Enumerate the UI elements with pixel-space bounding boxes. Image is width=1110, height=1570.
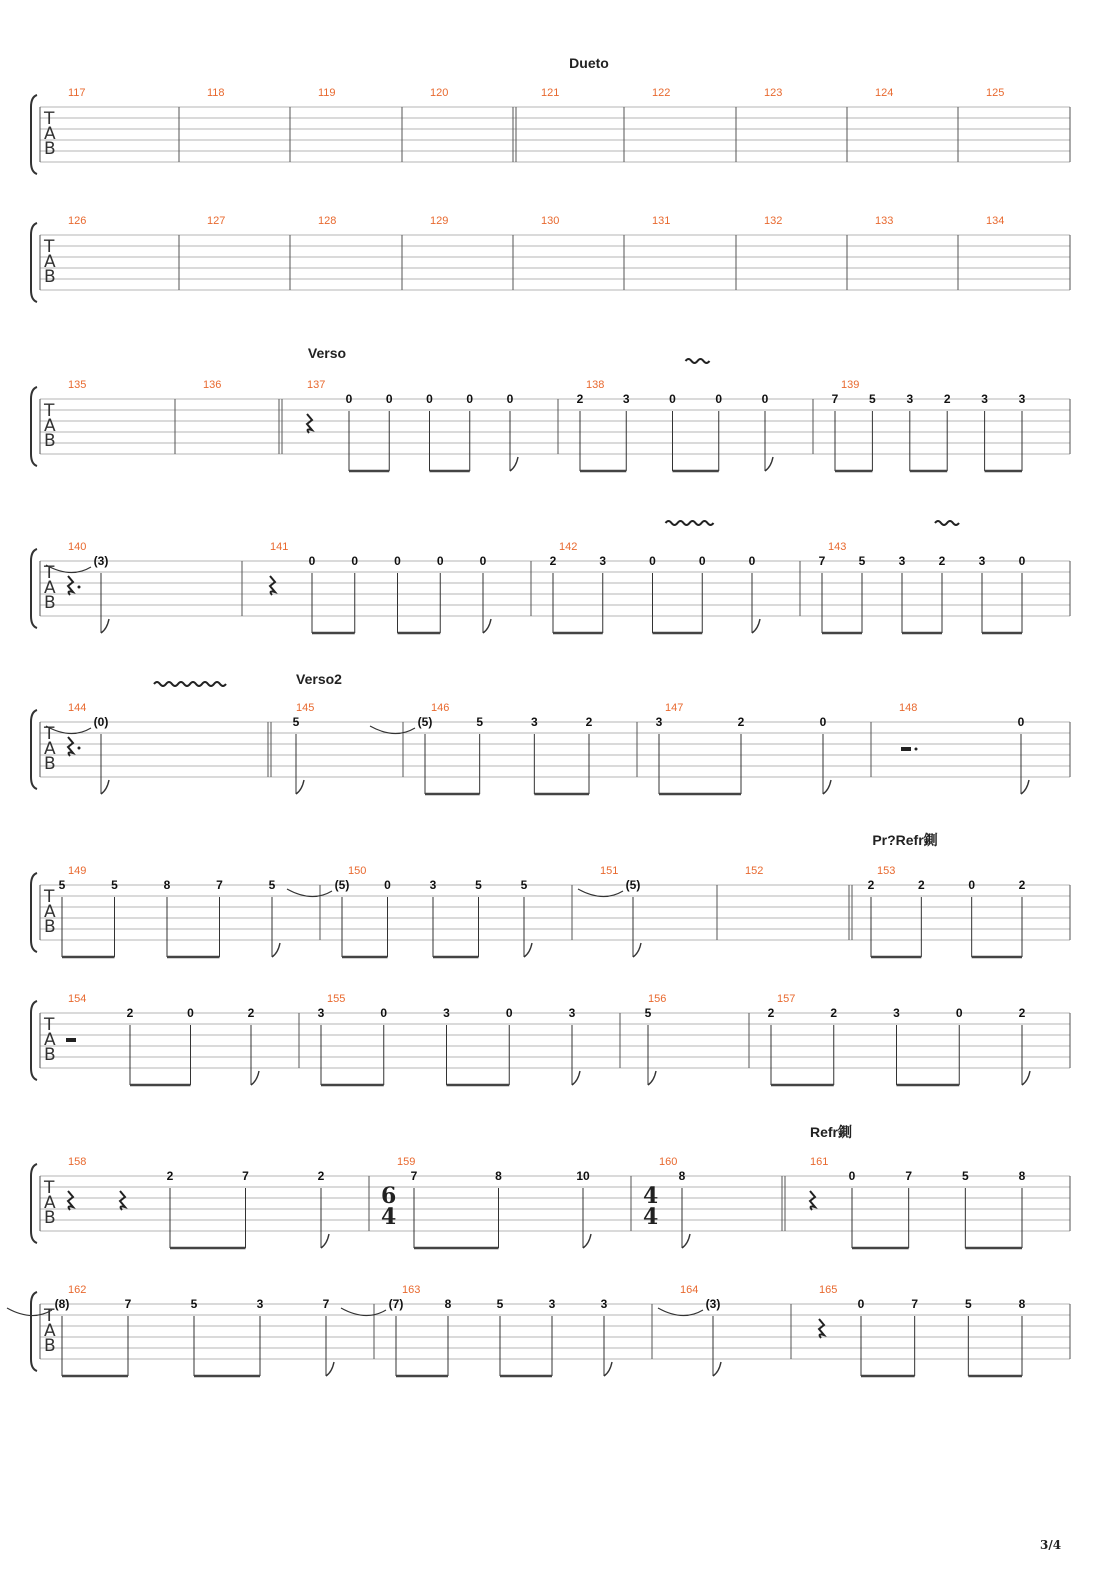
fret-number: 3: [443, 1006, 450, 1020]
bar-number: 152: [745, 865, 764, 877]
fret-number: 0: [955, 1006, 963, 1020]
measure-120: [430, 87, 448, 99]
bar-number: 159: [397, 1156, 416, 1168]
tab-system-s1: [31, 55, 1070, 174]
bar-number: 126: [68, 215, 87, 227]
bar-number: 162: [68, 1284, 87, 1296]
fret-number: 2: [737, 715, 745, 729]
measure-129: [430, 215, 448, 227]
fret-number: 5: [961, 1169, 969, 1183]
fret-number: 5: [520, 878, 528, 892]
tab-clef-letter-b: B: [44, 1336, 56, 1356]
fret-number: (3): [705, 1297, 721, 1311]
note-flag: [765, 457, 773, 471]
tab-clef-letter-a: A: [44, 124, 56, 144]
fret-number: (7): [388, 1297, 404, 1311]
tab-clef-letter-t: T: [44, 237, 55, 257]
fret-number: 8: [678, 1169, 686, 1183]
rest-dot: [78, 747, 81, 750]
rest-dot: [915, 748, 918, 751]
bar-number: 123: [764, 87, 783, 99]
tab-clef-letter-a: A: [44, 1321, 56, 1341]
bar-number: 124: [875, 87, 894, 99]
tab-clef-letter-a: A: [44, 1193, 56, 1213]
fret-number: 0: [380, 1006, 388, 1020]
fret-number: 3: [429, 878, 437, 892]
vibrato-mark: [666, 521, 714, 525]
measure-163: [341, 1284, 612, 1376]
system-brace: [31, 1164, 37, 1243]
fret-number: 7: [124, 1297, 132, 1311]
fret-number: 7: [242, 1169, 249, 1183]
bar-number: 133: [875, 215, 894, 227]
note-flag: [583, 1234, 591, 1248]
fret-number: (5): [334, 878, 350, 892]
quarter-rest-icon: [68, 576, 73, 595]
tab-clef-letter-a: A: [44, 578, 56, 598]
bar-number: 161: [810, 1156, 829, 1168]
fret-number: 0: [1017, 715, 1025, 729]
fret-number: 7: [905, 1169, 913, 1183]
measure-160: [643, 1156, 690, 1248]
fret-number: 0: [436, 554, 444, 568]
note-flag: [483, 619, 491, 633]
tab-clef-letter-t: T: [44, 887, 55, 907]
note-flag: [321, 1234, 329, 1248]
measure-164: [658, 1284, 721, 1376]
fret-number: 3: [599, 554, 607, 568]
bar-number: 153: [877, 865, 896, 877]
fret-number: 3: [568, 1006, 576, 1020]
bar-number: 122: [652, 87, 671, 99]
bar-number: 156: [648, 993, 667, 1005]
bar-number: 138: [586, 379, 605, 391]
system-brace: [31, 1292, 37, 1371]
fret-number: 0: [761, 392, 769, 406]
bar-number: 129: [430, 215, 449, 227]
measure-152: [745, 865, 763, 877]
tie-arc: [287, 889, 332, 897]
note-flag: [326, 1362, 334, 1376]
measure-132: [764, 215, 782, 227]
quarter-rest-icon: [819, 1319, 824, 1338]
system-brace: [31, 1001, 37, 1080]
bar-number: 150: [348, 865, 367, 877]
bar-number: 151: [600, 865, 619, 877]
fret-number: 2: [943, 392, 951, 406]
note-flag: [296, 780, 304, 794]
fret-number: 5: [58, 878, 66, 892]
fret-number: 2: [317, 1169, 325, 1183]
measure-157: [768, 993, 1030, 1085]
fret-number: 7: [322, 1297, 330, 1311]
bar-number: 136: [203, 379, 222, 391]
fret-number: 3: [898, 554, 906, 568]
measure-130: [541, 215, 559, 227]
quarter-rest-icon: [120, 1191, 125, 1210]
bar-number: 120: [430, 87, 449, 99]
measure-150: [287, 865, 532, 957]
fret-number: 5: [869, 392, 876, 406]
system-brace: [31, 710, 37, 789]
fret-number: 0: [1018, 554, 1026, 568]
note-flag: [604, 1362, 612, 1376]
fret-number: 0: [351, 554, 359, 568]
measure-159: [381, 1156, 591, 1248]
fret-number: 0: [506, 392, 514, 406]
tab-clef-letter-a: A: [44, 739, 56, 759]
fret-number: 0: [385, 392, 393, 406]
fret-number: 0: [466, 392, 474, 406]
fret-number: 8: [1018, 1297, 1026, 1311]
fret-number: 8: [495, 1169, 502, 1183]
fret-number: 5: [475, 878, 482, 892]
fret-number: 0: [187, 1006, 194, 1020]
bar-number: 149: [68, 865, 87, 877]
measure-155: [318, 993, 580, 1085]
fret-number: 5: [858, 554, 866, 568]
measure-127: [207, 215, 225, 227]
note-flag: [101, 780, 109, 794]
tab-clef-letter-b: B: [44, 431, 56, 451]
bar-number: 140: [68, 541, 87, 553]
note-flag: [572, 1071, 580, 1085]
tab-system-s4: [31, 521, 1070, 633]
measure-119: [318, 87, 336, 99]
bar-number: 117: [68, 87, 86, 99]
note-flag: [510, 457, 518, 471]
bar-number: 121: [541, 87, 560, 99]
tab-clef-letter-a: A: [44, 1030, 56, 1050]
fret-number: 3: [548, 1297, 556, 1311]
fret-number: 0: [345, 392, 353, 406]
fret-number: 10: [576, 1169, 590, 1183]
tab-system-s5: [31, 671, 1070, 794]
section-label: Verso: [307, 345, 347, 361]
fret-number: (8): [54, 1297, 70, 1311]
note-flag: [1022, 1071, 1030, 1085]
measure-141: [270, 541, 491, 633]
bar-number: 137: [307, 379, 326, 391]
tie-arc: [370, 726, 415, 734]
time-signature-bottom: 4: [381, 1204, 397, 1230]
fret-number: 2: [1018, 1006, 1026, 1020]
fret-number: 2: [166, 1169, 174, 1183]
tab-clef-letter-t: T: [44, 1306, 55, 1326]
fret-number: 3: [317, 1006, 325, 1020]
measure-153: [852, 865, 1026, 957]
fret-number: 2: [549, 554, 557, 568]
fret-number: 3: [256, 1297, 264, 1311]
fret-number: (0): [93, 715, 109, 729]
tab-clef-letter-b: B: [44, 267, 56, 287]
system-brace: [31, 549, 37, 628]
fret-number: 3: [981, 392, 988, 406]
fret-number: 5: [644, 1006, 652, 1020]
fret-number: 2: [576, 392, 584, 406]
tab-clef-letter-a: A: [44, 416, 56, 436]
bar-number: 141: [270, 541, 289, 553]
half-rest: [901, 747, 911, 751]
note-flag: [272, 943, 280, 957]
fret-number: 7: [216, 878, 223, 892]
bar-number: 132: [764, 215, 783, 227]
tab-clef-letter-b: B: [44, 593, 56, 613]
measure-147: [656, 702, 831, 794]
tie-arc: [341, 1308, 386, 1316]
section-label: Dueto: [569, 55, 609, 71]
tab-clef-letter-t: T: [44, 1178, 55, 1198]
tab-clef-letter-a: A: [44, 252, 56, 272]
bar-number: 164: [680, 1284, 699, 1296]
fret-number: 2: [126, 1006, 134, 1020]
tab-system-s7: [31, 993, 1070, 1085]
quarter-rest-icon: [270, 576, 275, 595]
fret-number: 5: [476, 715, 484, 729]
fret-number: 0: [384, 878, 391, 892]
measure-145: [271, 702, 314, 794]
measure-117: [68, 87, 86, 99]
fret-number: 0: [649, 554, 656, 568]
fret-number: 0: [394, 554, 401, 568]
fret-number: 3: [530, 715, 538, 729]
fret-number: 0: [669, 392, 676, 406]
fret-number: 5: [268, 878, 276, 892]
fret-number: 0: [848, 1169, 856, 1183]
fret-number: 5: [292, 715, 300, 729]
bar-number: 143: [828, 541, 847, 553]
tab-clef-letter-b: B: [44, 754, 56, 774]
measure-135: [68, 379, 86, 391]
fret-number: 0: [505, 1006, 513, 1020]
tab-clef-letter-t: T: [44, 109, 55, 129]
fret-number: 0: [308, 554, 316, 568]
measure-165: [819, 1284, 1026, 1376]
measure-137: [282, 379, 518, 471]
tab-system-s2: [31, 215, 1070, 302]
page-number: 3/4: [1040, 1538, 1062, 1552]
bar-number: 165: [819, 1284, 838, 1296]
fret-number: 7: [818, 554, 826, 568]
fret-number: 8: [163, 878, 171, 892]
quarter-rest-icon: [68, 1191, 73, 1210]
bar-number: 127: [207, 215, 226, 227]
bar-number: 155: [327, 993, 346, 1005]
fret-number: 8: [444, 1297, 452, 1311]
fret-number: 3: [622, 392, 630, 406]
note-flag: [1021, 780, 1029, 794]
fret-number: 2: [585, 715, 593, 729]
bar-number: 139: [841, 379, 860, 391]
measure-161: [785, 1156, 1026, 1248]
quarter-rest-icon: [68, 737, 73, 756]
bar-number: 163: [402, 1284, 421, 1296]
bar-number: 148: [899, 702, 918, 714]
bar-number: 144: [68, 702, 87, 714]
measure-125: [986, 87, 1004, 99]
fret-number: 0: [819, 715, 827, 729]
tab-clef-letter-b: B: [44, 139, 56, 159]
tab-system-s3: [31, 345, 1070, 471]
bar-number: 135: [68, 379, 87, 391]
measure-138: [577, 379, 773, 471]
measure-139: [832, 379, 1026, 471]
bar-number: 134: [986, 215, 1005, 227]
bar-number: 158: [68, 1156, 87, 1168]
tab-clef-letter-t: T: [44, 724, 55, 744]
fret-number: 3: [1018, 392, 1026, 406]
measure-124: [875, 87, 893, 99]
half-rest: [66, 1038, 76, 1042]
fret-number: 3: [978, 554, 986, 568]
tab-clef-letter-a: A: [44, 902, 56, 922]
quarter-rest-icon: [810, 1191, 815, 1210]
vibrato-mark: [686, 359, 710, 363]
fret-number: 7: [911, 1297, 919, 1311]
fret-number: 0: [748, 554, 756, 568]
fret-number: 5: [190, 1297, 198, 1311]
time-signature-top: 6: [381, 1183, 397, 1209]
fret-number: 0: [698, 554, 706, 568]
fret-number: (5): [417, 715, 433, 729]
fret-number: (3): [93, 554, 109, 568]
tab-clef-letter-t: T: [44, 1015, 55, 1035]
fret-number: 0: [968, 878, 976, 892]
bar-number: 125: [986, 87, 1005, 99]
measure-131: [652, 215, 670, 227]
fret-number: 3: [893, 1006, 900, 1020]
fret-number: 7: [410, 1169, 418, 1183]
fret-number: 0: [426, 392, 433, 406]
system-brace: [31, 873, 37, 952]
measure-118: [207, 87, 225, 99]
measure-128: [318, 215, 336, 227]
bar-number: 147: [665, 702, 684, 714]
system-brace: [31, 223, 37, 302]
tab-clef-letter-b: B: [44, 1208, 56, 1228]
fret-number: 2: [767, 1006, 775, 1020]
fret-number: 0: [479, 554, 487, 568]
fret-number: 2: [917, 878, 925, 892]
fret-number: 5: [964, 1297, 972, 1311]
measure-162: [7, 1284, 334, 1376]
bar-number: 157: [777, 993, 796, 1005]
measure-134: [986, 215, 1004, 227]
fret-number: 2: [938, 554, 946, 568]
measure-123: [764, 87, 782, 99]
bar-number: 145: [296, 702, 315, 714]
tab-system-s8: [31, 1124, 1070, 1248]
fret-number: (5): [625, 878, 641, 892]
vibrato-mark: [935, 521, 959, 525]
tab-clef-letter-t: T: [44, 563, 55, 583]
fret-number: 5: [111, 878, 118, 892]
tab-system-s9: [7, 1284, 1070, 1376]
bar-number: 130: [541, 215, 560, 227]
measure-151: [578, 865, 641, 957]
fret-number: 3: [906, 392, 914, 406]
system-brace: [31, 95, 37, 174]
section-label: Verso2: [296, 671, 342, 687]
measure-122: [652, 87, 670, 99]
fret-number: 2: [830, 1006, 838, 1020]
tab-clef-letter-t: T: [44, 401, 55, 421]
bar-number: 118: [207, 87, 225, 99]
note-flag: [524, 943, 532, 957]
quarter-rest-icon: [307, 414, 312, 433]
note-flag: [633, 943, 641, 957]
fret-number: 3: [600, 1297, 608, 1311]
fret-number: 2: [1018, 878, 1026, 892]
time-signature-bottom: 4: [643, 1204, 659, 1230]
fret-number: 2: [247, 1006, 255, 1020]
fret-number: 7: [831, 392, 839, 406]
note-flag: [682, 1234, 690, 1248]
tie-arc: [578, 889, 623, 897]
fret-number: 0: [857, 1297, 865, 1311]
bar-number: 154: [68, 993, 87, 1005]
vibrato-mark: [154, 682, 226, 686]
measure-143: [819, 541, 1026, 633]
fret-number: 5: [496, 1297, 504, 1311]
measure-148: [899, 702, 1029, 794]
note-flag: [823, 780, 831, 794]
rest-dot: [78, 586, 81, 589]
section-label: Pr?Refr鍘: [872, 832, 938, 848]
tab-clef-letter-b: B: [44, 917, 56, 937]
note-flag: [752, 619, 760, 633]
bar-number: 119: [318, 87, 336, 99]
measure-149: [59, 865, 280, 957]
note-flag: [251, 1071, 259, 1085]
bar-number: 146: [431, 702, 450, 714]
measure-133: [875, 215, 893, 227]
fret-number: 3: [655, 715, 663, 729]
note-flag: [101, 619, 109, 633]
measure-158: [68, 1156, 329, 1248]
time-signature-top: 4: [643, 1183, 659, 1209]
tie-arc: [658, 1308, 703, 1316]
note-flag: [713, 1362, 721, 1376]
bar-number: 131: [652, 215, 671, 227]
measure-154: [66, 993, 259, 1085]
tab-system-s6: [31, 832, 1070, 957]
fret-number: 8: [1018, 1169, 1026, 1183]
note-flag: [648, 1071, 656, 1085]
fret-number: 0: [715, 392, 723, 406]
bar-number: 160: [659, 1156, 678, 1168]
bar-number: 128: [318, 215, 337, 227]
measure-142: [550, 541, 760, 633]
section-label: Refr鍘: [809, 1124, 853, 1140]
bar-number: 142: [559, 541, 578, 553]
system-brace: [31, 387, 37, 466]
tab-clef-letter-b: B: [44, 1045, 56, 1065]
measure-136: [203, 379, 221, 391]
measure-156: [645, 993, 667, 1085]
fret-number: 2: [867, 878, 875, 892]
measure-126: [68, 215, 86, 227]
